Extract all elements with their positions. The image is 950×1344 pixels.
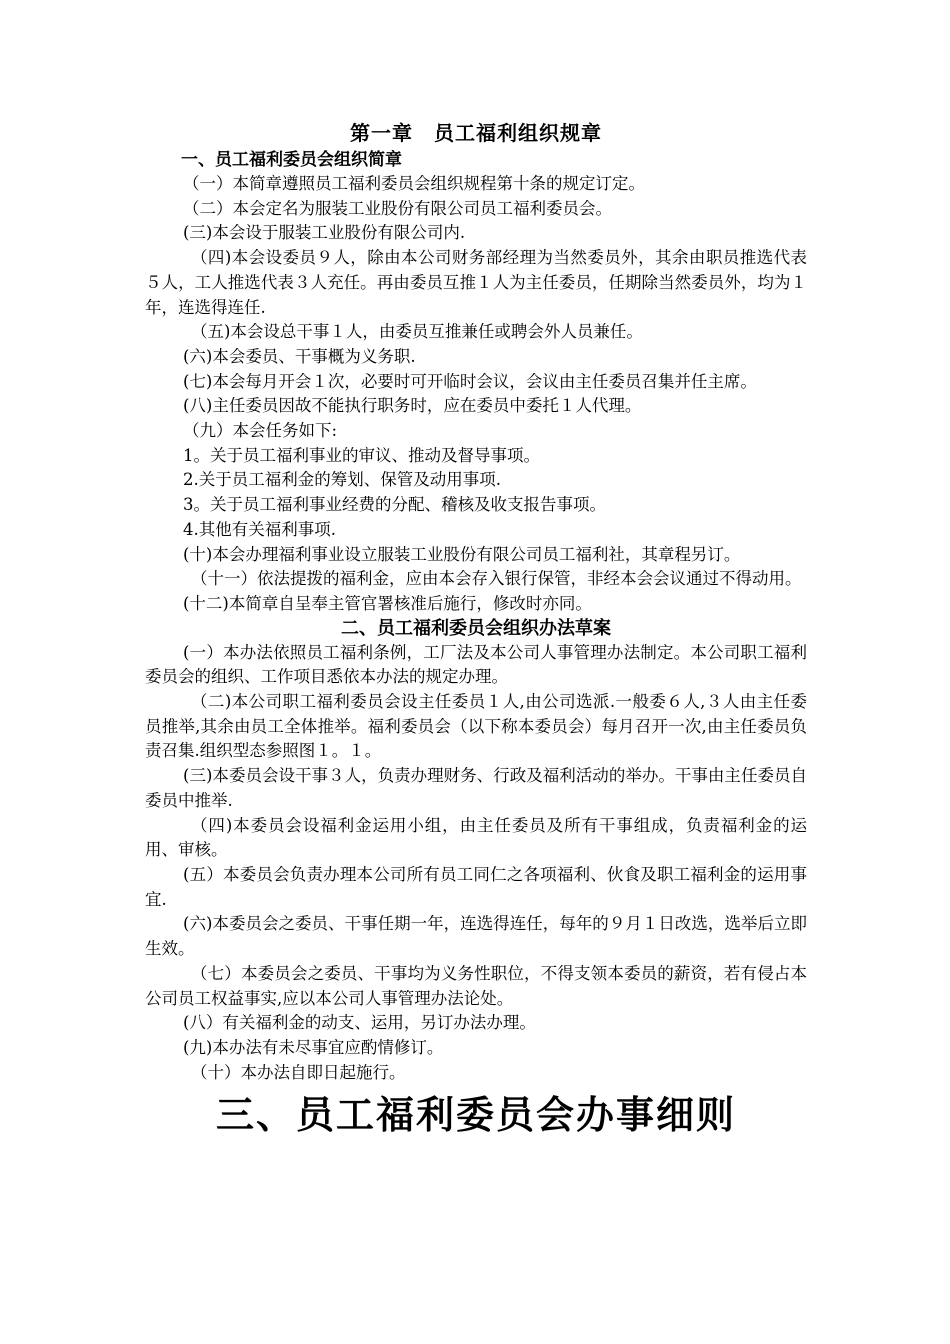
section-1-paragraph: (七)本会每月开会１次，必要时可开临时会议，会议由主任委员召集并任主席。 (183, 371, 757, 391)
section-1-paragraph: （九）本会任务如下: (183, 421, 338, 441)
section-2-paragraph: (五）本委员会负责办理本公司所有员工同仁之各项福利、伙食及职工福利金的运用事宜. (145, 864, 807, 909)
section-2-paragraph: （十）本办法自即日起施行。 (191, 1062, 406, 1082)
section-2-paragraph: (八）有关福利金的动支、运用，另订办法办理。 (183, 1013, 536, 1033)
chapter-title: 第一章 员工福利组织规章 (350, 121, 602, 145)
section-2-paragraph: （二)本公司职工福利委员会设主任委员１人,由公司选派.一般委６人,３人由主任委员推举,其余由员工全体推举。福利委员会（以下称本委员会）每月召开一次,由主任委员负责召集.组织型态参照图１。１。 (145, 692, 807, 761)
section-1-paragraph: (八)主任委员因故不能执行职务时，应在委员中委托１人代理。 (183, 396, 642, 416)
section-2-paragraph: （四)本委员会设福利金运用小组，由主任委员及所有干事组成，负责福利金的运用、审核。 (145, 815, 807, 860)
section-2-paragraph: (六)本委员会之委员、干事任期一年，连选得连任，每年的９月１日改选，选举后立即生效。 (145, 914, 807, 959)
section-1-paragraph: （十一）依法提拨的福利金，应由本会存入银行保管，非经本会会议通过不得动用。 (191, 569, 802, 589)
section-2-title: 二、员工福利委员会组织办法草案 (341, 617, 611, 639)
section-2-paragraph: (一）本办法依照员工福利条例，工厂法及本公司人事管理办法制定。本公司职工福利委员会的组织、工作项目悉依本办法的规定办理。 (145, 642, 807, 687)
section-1-paragraph: （二）本会定名为服装工业股份有限公司员工福利委员会。 (183, 198, 612, 218)
section-2-paragraph: (三)本委员会设干事３人，负责办理财务、行政及福利活动的举办。干事由主任委员自委员中推举. (145, 766, 807, 810)
section-1-paragraph: (六)本会委员、干事概为义务职. (183, 346, 416, 366)
section-2-paragraph: (九)本办法有未尽事宜应酌情修订。 (183, 1037, 444, 1057)
section-1-paragraph: (十)本会办理福利事业设立服装工业股份有限公司员工福利社，其章程另订。 (183, 544, 741, 564)
section-1-list-item: 2.关于员工福利金的筹划、保管及动用事项. (183, 470, 501, 490)
section-1-title: 一、员工福利委员会组织简章 (181, 150, 402, 170)
section-1-list-item: 3。关于员工福利事业经费的分配、稽核及收支报告事项。 (183, 495, 606, 515)
section-1-paragraph: （一）本简章遵照员工福利委员会组织规程第十条的规定订定。 (183, 174, 645, 193)
section-3-title: 三、员工福利委员会办事细则 (215, 1093, 736, 1138)
section-1-list-item: 1。关于员工福利事业的审议、推动及督导事项。 (183, 445, 540, 465)
section-1-paragraph: （五)本会设总干事１人，由委员互推兼任或聘会外人员兼任。 (191, 322, 643, 342)
section-1-paragraph: (三)本会设于服装工业股份有限公司内. (183, 223, 466, 243)
section-2-paragraph: （七）本委员会之委员、干事均为义务性职位，不得支领本委员的薪资，若有侵占本公司员工权益事实,应以本公司人事管理办法论处。 (145, 963, 807, 1008)
section-1-paragraph: （四)本会设委员９人，除由本公司财务部经理为当然委员外，其余由职员推选代表５人，工人推选代表３人充任。再由委员互推１人为主任委员，任期除当然委员外，均为１年，连选得连任. (145, 248, 807, 317)
section-1-paragraph: (十二)本简章自呈奉主管官署核准后施行，修改时亦同。 (183, 593, 592, 613)
document-page (145, 118, 807, 1145)
section-1-list-item: 4.其他有关福利事项. (183, 519, 336, 539)
